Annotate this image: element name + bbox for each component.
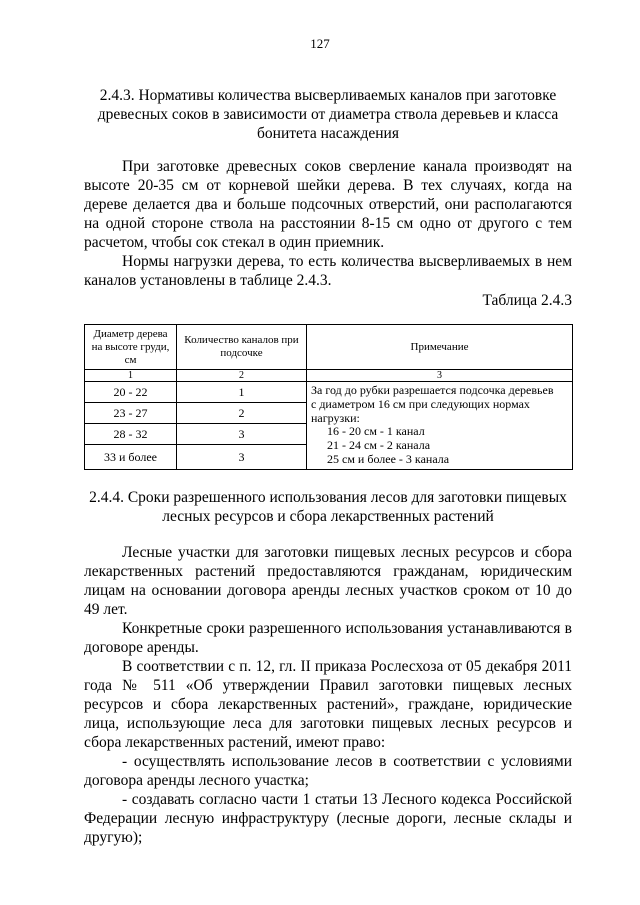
header-note: Примечание (307, 325, 573, 370)
header-channels: Количество каналов при подсочке (177, 325, 307, 370)
cell-diameter: 20 - 22 (85, 382, 177, 403)
note-line: 16 - 20 см - 1 канал (327, 424, 425, 439)
cell-note (307, 382, 573, 470)
cell-diameter: 33 и более (85, 445, 177, 470)
paragraph: - осуществлять использование лесов в соответствии с условиями договора аренды лесного участка; (84, 753, 572, 789)
paragraph: - создавать согласно части 1 статьи 13 Лесного кодекса Российской Федерации лесную инфраструктуру (лесные дороги, лесные склады и другую); (84, 791, 572, 846)
cell-channels: 1 (177, 382, 307, 403)
section-2-4-4-body (84, 543, 572, 847)
section-2-4-3-body (84, 157, 572, 290)
cell-channels: 2 (177, 403, 307, 424)
table-caption: Таблица 2.4.3 (482, 292, 572, 309)
cell-channels: 3 (177, 424, 307, 445)
cell-diameter: 23 - 27 (85, 403, 177, 424)
page-number: 127 (310, 36, 330, 51)
note-line: 21 - 24 см - 2 канала (327, 438, 431, 453)
table-header-row (85, 325, 573, 370)
column-number-row (85, 370, 573, 382)
column-number: 2 (177, 370, 307, 382)
paragraph: При заготовке древесных соков сверление канала производят на высоте 20-35 см от корневой шейки дерева. В тех случаях, когда на дереве делается два и больше подсочных отверстий, они располагаются на одной стороне ствола на расстоянии 8-15 см одно от другого с тем расчетом, чтобы сок стекал в один приемник. (84, 158, 572, 251)
section-heading-2-4-4: 2.4.4. Сроки разрешенного использования лесов для заготовки пищевых лесных ресурсов и сбора лекарственных растений (89, 489, 567, 525)
note-line: 25 см и более - 3 канала (327, 451, 450, 466)
header-diameter: Диаметр дерева на высоте груди, см (85, 325, 177, 370)
paragraph: Лесные участки для заготовки пищевых лесных ресурсов и сбора лекарственных растений предоставляются гражданам, юридическим лицам на основании договора аренды лесных участков сроком от 10 до 49 лет. (84, 544, 572, 618)
section-heading-2-4-3: 2.4.3. Нормативы количества высверливаемых каналов при заготовке древесных соков в зависимости от диаметра ствола деревьев и класса бонитета насаждения (97, 87, 559, 142)
note-line: с диаметром 16 см при следующих нормах нагрузки: (311, 396, 530, 425)
column-number: 1 (85, 370, 177, 382)
paragraph: В соответствии с п. 12, гл. II приказа Рослесхоза от 05 декабря 2011 года № 511 «Об утверждении Правил заготовки пищевых лесных ресурсов и сбора лекарственных растений», граждане, юридические лица, использующие леса для заготовки пищевых лесных ресурсов и сбора лекарственных растений, имеют право: (84, 658, 572, 751)
channels-norms-table (84, 324, 573, 470)
table-row (85, 382, 573, 403)
cell-diameter: 28 - 32 (85, 424, 177, 445)
paragraph: Нормы нагрузки дерева, то есть количества высверливаемых в нем каналов установлены в таблице 2.4.3. (84, 253, 572, 289)
column-number: 3 (307, 370, 573, 382)
paragraph: Конкретные сроки разрешенного использования устанавливаются в договоре аренды. (84, 620, 572, 656)
cell-channels: 3 (177, 445, 307, 470)
note-line: За год до рубки разрешается подсочка деревьев (311, 383, 554, 397)
